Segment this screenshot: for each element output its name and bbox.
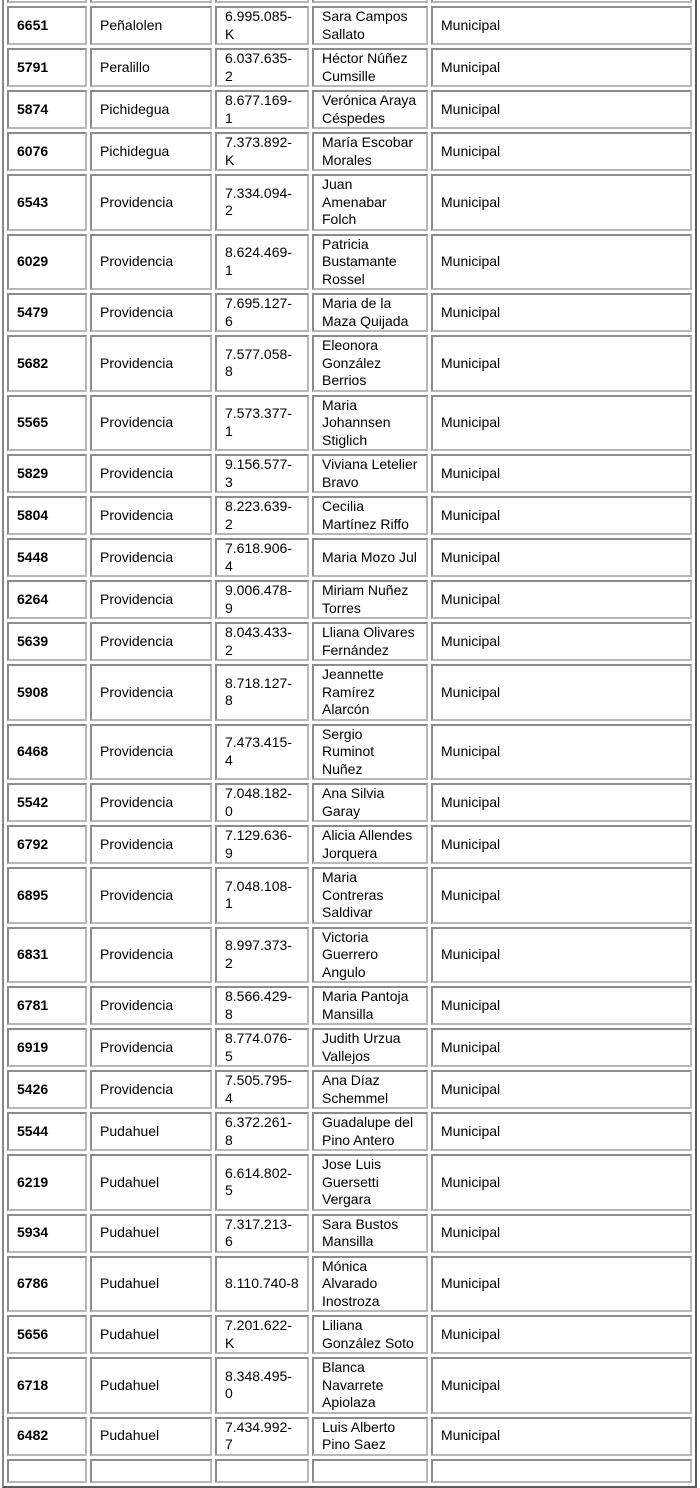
- cell-rut: 8.043.433-2: [215, 622, 309, 661]
- cell-id: 5874: [7, 90, 87, 129]
- cell-id: 6264: [7, 580, 87, 619]
- cell-nombre: Cecilia Martínez Riffo: [312, 496, 428, 535]
- cell-rut: 8.624.469-1: [215, 234, 309, 291]
- cell-nombre: Jeannette Ramírez Alarcón: [312, 664, 428, 721]
- cell-rut: 8.110.740-8: [215, 1256, 309, 1313]
- cell-dependencia: Municipal: [431, 174, 692, 231]
- cell-id: 5448: [7, 538, 87, 577]
- cell-nombre: Maria de la Maza Quijada: [312, 293, 428, 332]
- cell-dependencia: Municipal: [431, 132, 692, 171]
- cell-comuna: Providencia: [90, 395, 212, 452]
- cell-id: 6792: [7, 825, 87, 864]
- cell-id: 5682: [7, 335, 87, 392]
- table-row: [7, 132, 692, 171]
- cell-nombre: Judith Urzua Vallejos: [312, 1028, 428, 1067]
- table-row: [7, 783, 692, 822]
- cell-comuna: Pudahuel: [90, 1256, 212, 1313]
- cell-nombre: Sergio Ruminot Nuñez: [312, 724, 428, 781]
- cell-nombre: Lliana Olivares Fernández: [312, 622, 428, 661]
- table-row: [7, 1256, 692, 1313]
- cell-comuna: Providencia: [90, 622, 212, 661]
- cell-id: 5639: [7, 622, 87, 661]
- cell-comuna: Pudahuel: [90, 1154, 212, 1211]
- cell-nombre: Juan Amenabar Folch: [312, 174, 428, 231]
- cell-id: 5908: [7, 664, 87, 721]
- table-row: [7, 1315, 692, 1354]
- cell-rut: 7.618.906-4: [215, 538, 309, 577]
- table-row: [7, 664, 692, 721]
- table-row: [7, 1214, 692, 1253]
- cell-dependencia: Municipal: [431, 1417, 692, 1456]
- cell-id: 5804: [7, 496, 87, 535]
- cell-id: 6482: [7, 1417, 87, 1456]
- cell-rut: 6.372.261-8: [215, 1112, 309, 1151]
- cell-comuna: Providencia: [90, 724, 212, 781]
- cell-id: 5544: [7, 1112, 87, 1151]
- cell-dependencia: Municipal: [431, 234, 692, 291]
- cell-rut: 7.048.182-0: [215, 783, 309, 822]
- cell-partial: [215, 0, 309, 3]
- cell-nombre: Mónica Alvarado Inostroza: [312, 1256, 428, 1313]
- cell-rut: 7.317.213-6: [215, 1214, 309, 1253]
- cell-dependencia: Municipal: [431, 867, 692, 924]
- table-row: [7, 234, 692, 291]
- cell-dependencia: Municipal: [431, 454, 692, 493]
- cell-rut: 9.006.478-9: [215, 580, 309, 619]
- cell-comuna: Providencia: [90, 867, 212, 924]
- cell-dependencia: Municipal: [431, 395, 692, 452]
- cell-dependencia: Municipal: [431, 1214, 692, 1253]
- cell-id: 6786: [7, 1256, 87, 1313]
- cell-dependencia: Municipal: [431, 6, 692, 45]
- cell-id: 5791: [7, 48, 87, 87]
- cell-id: 6831: [7, 927, 87, 984]
- cell-id: 5542: [7, 783, 87, 822]
- cell-dependencia: Municipal: [431, 496, 692, 535]
- cell-dependencia: Municipal: [431, 48, 692, 87]
- table-row: [7, 986, 692, 1025]
- cell-nombre: María Escobar Morales: [312, 132, 428, 171]
- cell-nombre: Maria Contreras Saldivar: [312, 867, 428, 924]
- table-row: [7, 538, 692, 577]
- cell-partial: [312, 0, 428, 3]
- cell-id: 5934: [7, 1214, 87, 1253]
- table-row-partial-top: [7, 0, 692, 3]
- cell-id: 5426: [7, 1070, 87, 1109]
- cell-comuna: Pudahuel: [90, 1357, 212, 1414]
- cell-dependencia: Municipal: [431, 825, 692, 864]
- table-row: [7, 927, 692, 984]
- cell-nombre: Ana Silvia Garay: [312, 783, 428, 822]
- cell-nombre: Blanca Navarrete Apiolaza: [312, 1357, 428, 1414]
- cell-dependencia: Municipal: [431, 335, 692, 392]
- cell-rut: 6.995.085-K: [215, 6, 309, 45]
- cell-comuna: Providencia: [90, 454, 212, 493]
- cell-dependencia: Municipal: [431, 986, 692, 1025]
- cell-dependencia: Municipal: [431, 664, 692, 721]
- cell-partial: [431, 1459, 692, 1483]
- cell-id: 6219: [7, 1154, 87, 1211]
- cell-rut: 8.997.373-2: [215, 927, 309, 984]
- table-row: [7, 1028, 692, 1067]
- cell-comuna: Providencia: [90, 927, 212, 984]
- cell-comuna: Providencia: [90, 538, 212, 577]
- cell-comuna: Providencia: [90, 293, 212, 332]
- cell-id: 6468: [7, 724, 87, 781]
- cell-nombre: Guadalupe del Pino Antero: [312, 1112, 428, 1151]
- cell-id: 5565: [7, 395, 87, 452]
- cell-comuna: Peñalolen: [90, 6, 212, 45]
- cell-rut: 7.334.094-2: [215, 174, 309, 231]
- cell-partial: [7, 0, 87, 3]
- cell-id: 5656: [7, 1315, 87, 1354]
- cell-nombre: Eleonora González Berrios: [312, 335, 428, 392]
- cell-id: 6651: [7, 6, 87, 45]
- cell-comuna: Providencia: [90, 1028, 212, 1067]
- cell-rut: 7.201.622-K: [215, 1315, 309, 1354]
- table-row: [7, 724, 692, 781]
- cell-nombre: Luis Alberto Pino Saez: [312, 1417, 428, 1456]
- cell-comuna: Providencia: [90, 580, 212, 619]
- cell-dependencia: Municipal: [431, 1028, 692, 1067]
- cell-nombre: Jose Luis Guersetti Vergara: [312, 1154, 428, 1211]
- table-row: [7, 48, 692, 87]
- cell-dependencia: Municipal: [431, 1315, 692, 1354]
- table-row: [7, 174, 692, 231]
- table-row-partial-bottom: [7, 1459, 692, 1483]
- table-row: [7, 6, 692, 45]
- table-row: [7, 580, 692, 619]
- cell-dependencia: Municipal: [431, 1357, 692, 1414]
- cell-partial: [7, 1459, 87, 1483]
- cell-id: 6029: [7, 234, 87, 291]
- cell-id: 6919: [7, 1028, 87, 1067]
- cell-comuna: Pudahuel: [90, 1315, 212, 1354]
- cell-rut: 7.373.892-K: [215, 132, 309, 171]
- cell-dependencia: Municipal: [431, 1154, 692, 1211]
- table-row: [7, 293, 692, 332]
- cell-id: 6718: [7, 1357, 87, 1414]
- cell-rut: 7.695.127-6: [215, 293, 309, 332]
- cell-nombre: Sara Bustos Mansilla: [312, 1214, 428, 1253]
- cell-dependencia: Municipal: [431, 538, 692, 577]
- cell-id: 5829: [7, 454, 87, 493]
- cell-id: 6895: [7, 867, 87, 924]
- cell-nombre: Maria Mozo Jul: [312, 538, 428, 577]
- table-row: [7, 1357, 692, 1414]
- cell-partial: [312, 1459, 428, 1483]
- cell-comuna: Pichidegua: [90, 90, 212, 129]
- table-row: [7, 1070, 692, 1109]
- table-row: [7, 335, 692, 392]
- cell-rut: 9.156.577-3: [215, 454, 309, 493]
- cell-rut: 7.505.795-4: [215, 1070, 309, 1109]
- cell-dependencia: Municipal: [431, 622, 692, 661]
- cell-nombre: Maria Johannsen Stiglich: [312, 395, 428, 452]
- cell-dependencia: Municipal: [431, 293, 692, 332]
- cell-id: 6076: [7, 132, 87, 171]
- cell-rut: 8.774.076-5: [215, 1028, 309, 1067]
- table-row: [7, 1417, 692, 1456]
- cell-dependencia: Municipal: [431, 1256, 692, 1313]
- cell-comuna: Providencia: [90, 234, 212, 291]
- table-row: [7, 395, 692, 452]
- cell-nombre: Verónica Araya Céspedes: [312, 90, 428, 129]
- cell-comuna: Pudahuel: [90, 1214, 212, 1253]
- table-row: [7, 1154, 692, 1211]
- roster-table-body: [7, 0, 692, 1483]
- cell-nombre: Patricia Bustamante Rossel: [312, 234, 428, 291]
- cell-comuna: Providencia: [90, 496, 212, 535]
- table-row: [7, 1112, 692, 1151]
- cell-dependencia: Municipal: [431, 90, 692, 129]
- cell-comuna: Providencia: [90, 664, 212, 721]
- cell-comuna: Pudahuel: [90, 1112, 212, 1151]
- cell-rut: 8.718.127-8: [215, 664, 309, 721]
- cell-rut: 7.473.415-4: [215, 724, 309, 781]
- table-row: [7, 867, 692, 924]
- table-row: [7, 496, 692, 535]
- cell-dependencia: Municipal: [431, 580, 692, 619]
- cell-dependencia: Municipal: [431, 1070, 692, 1109]
- cell-comuna: Providencia: [90, 335, 212, 392]
- cell-comuna: Providencia: [90, 825, 212, 864]
- table-row: [7, 825, 692, 864]
- cell-rut: 7.434.992-7: [215, 1417, 309, 1456]
- cell-comuna: Providencia: [90, 986, 212, 1025]
- cell-nombre: Sara Campos Sallato: [312, 6, 428, 45]
- cell-comuna: Pudahuel: [90, 1417, 212, 1456]
- table-row: [7, 454, 692, 493]
- cell-nombre: Héctor Núñez Cumsille: [312, 48, 428, 87]
- cell-partial: [90, 1459, 212, 1483]
- cell-id: 6781: [7, 986, 87, 1025]
- cell-nombre: Viviana Letelier Bravo: [312, 454, 428, 493]
- cell-rut: 6.037.635-2: [215, 48, 309, 87]
- cell-comuna: Providencia: [90, 174, 212, 231]
- cell-nombre: Miriam Nuñez Torres: [312, 580, 428, 619]
- cell-comuna: Pichidegua: [90, 132, 212, 171]
- cell-comuna: Providencia: [90, 783, 212, 822]
- cell-id: 6543: [7, 174, 87, 231]
- cell-rut: 8.348.495-0: [215, 1357, 309, 1414]
- cell-partial: [90, 0, 212, 3]
- cell-id: 5479: [7, 293, 87, 332]
- cell-partial: [215, 1459, 309, 1483]
- cell-rut: 8.677.169-1: [215, 90, 309, 129]
- cell-dependencia: Municipal: [431, 783, 692, 822]
- cell-nombre: Alicia Allendes Jorquera: [312, 825, 428, 864]
- table-row: [7, 90, 692, 129]
- cell-nombre: Liliana González Soto: [312, 1315, 428, 1354]
- cell-nombre: Victoria Guerrero Angulo: [312, 927, 428, 984]
- roster-table: [2, 0, 697, 1488]
- cell-dependencia: Municipal: [431, 1112, 692, 1151]
- cell-rut: 7.048.108-1: [215, 867, 309, 924]
- cell-rut: 8.566.429-8: [215, 986, 309, 1025]
- cell-rut: 6.614.802-5: [215, 1154, 309, 1211]
- cell-rut: 7.573.377-1: [215, 395, 309, 452]
- cell-dependencia: Municipal: [431, 927, 692, 984]
- cell-rut: 7.129.636-9: [215, 825, 309, 864]
- cell-nombre: Ana Díaz Schemmel: [312, 1070, 428, 1109]
- cell-rut: 8.223.639-2: [215, 496, 309, 535]
- cell-dependencia: Municipal: [431, 724, 692, 781]
- cell-comuna: Providencia: [90, 1070, 212, 1109]
- cell-partial: [431, 0, 692, 3]
- cell-rut: 7.577.058-8: [215, 335, 309, 392]
- table-row: [7, 622, 692, 661]
- cell-nombre: Maria Pantoja Mansilla: [312, 986, 428, 1025]
- cell-comuna: Peralillo: [90, 48, 212, 87]
